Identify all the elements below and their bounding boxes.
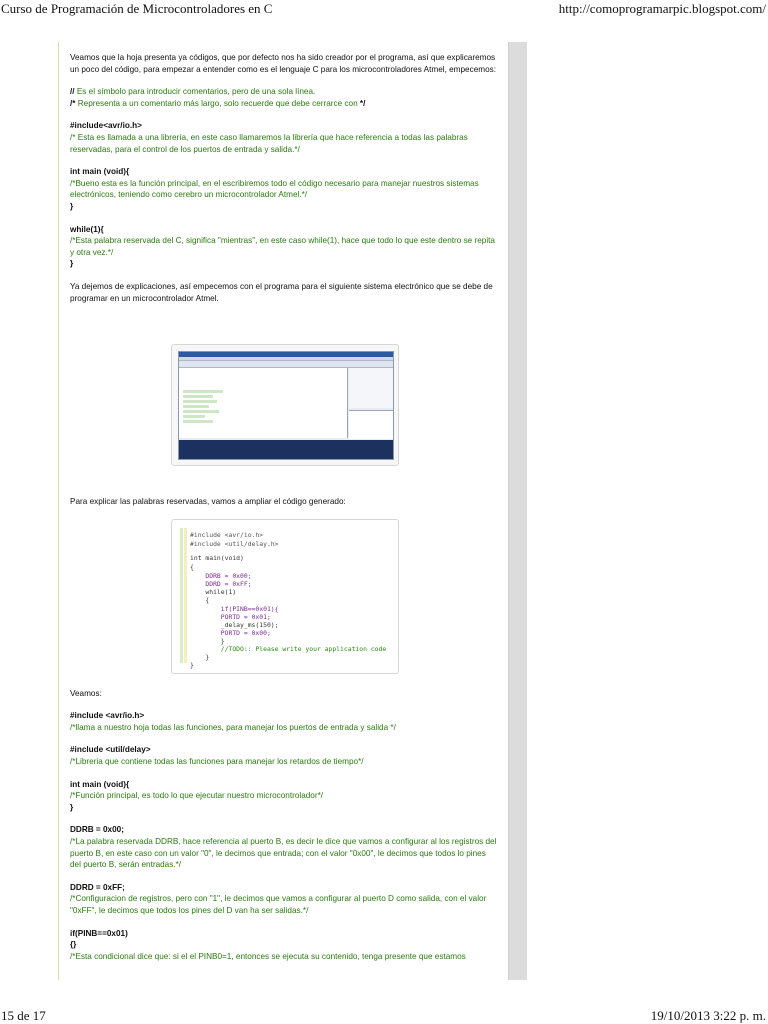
code-line: { [190,595,210,604]
ide-screenshot-image [171,344,399,466]
expand-code-paragraph: Para explicar las palabras reservadas, vamos a ampliar el código generado: [70,497,346,507]
explain-ddrb [70,824,498,870]
program-intro-paragraph: Ya dejemos de explicaciones, así empecemos con el programa para el siguiente sistema electrónico que se debe de programar en un microcontrolador Atmel. [70,281,493,303]
include-io-heading: #include <avr/io.h> [70,711,145,721]
if-pinb-heading: if(PINB==0x01) [70,928,128,938]
while-section [70,224,498,270]
main-function-close: } [70,802,74,812]
code-line: while(1) [190,587,237,596]
code-line: int main(void) [190,553,244,562]
main-explanation: /*Bueno esta es la función principal, en el escribiremos todo el código necesario para manejar nuestros sistemas electrónicos, teniendo como cerebro un microcontrolador Atmel.*/ [70,178,479,200]
page-number: 15 de 17 [1,1008,46,1023]
code-line: DDRB = 0x00; [190,571,252,580]
while-heading: while(1){ [70,224,104,234]
multi-line-comment-symbol: /* [70,98,76,108]
right-sidebar-strip [508,42,527,980]
include-delay-text: /*Libreria que contiene todas las funciones para manejar los retardos de tiempo*/ [70,757,364,767]
single-line-comment-symbol: // [70,87,75,97]
code-line: PORTD = 0x01; [190,612,271,621]
page-header [0,0,768,18]
code-line: #include <avr/io.h> [190,530,264,539]
if-pinb-brace: {} [70,940,77,950]
explain-if-pinb [70,928,498,963]
document-title: Curso de Programación de Microcontroladores en C [1,1,273,16]
code-line: //TODO:: Please write your application code [190,644,387,653]
ddrb-heading: DDRB = 0x00; [70,825,124,835]
code-line: } [190,636,225,645]
main-close-brace: } [70,201,74,211]
comment-close-symbol: */ [359,98,366,108]
if-pinb-text: /*Esta condicional dice que: si el el PINB0=1, entonces se ejecuta su contenido, tenga presente que estamos [70,951,466,961]
include-explanation: /* Esta es llamada a una librería, en este caso llamaremos la librería que hace referencia a todas las palabras reservadas, para el control de los puertos de entrada y salida.*/ [70,132,468,154]
explain-include-delay [70,744,498,767]
article-body [70,52,498,973]
include-section [70,120,498,155]
explain-include-io [70,710,498,733]
code-line: DDRD = 0xFF; [190,579,252,588]
main-function-text: /*Función principal, es todo lo que ejecutar nuestro microcontrolador*/ [70,791,324,801]
include-delay-heading: #include <util/delay> [70,745,151,755]
main-heading: int main (void){ [70,167,130,177]
explain-main [70,779,498,814]
veamos-label: Veamos: [70,688,102,698]
include-heading: #include<avr/io.h> [70,121,142,131]
single-line-comment-text: Es el símbolo para introducir comentarios, pero de una sola línea. [74,87,316,97]
page-footer [0,1008,768,1024]
code-image [171,519,399,674]
intro-paragraph: Veamos que la hoja presenta ya códigos, que por defecto nos ha sido creador por el programa, así que explicaremos un poco del código, para empezar a entender como es el lenguaje C para los microcontroladores Atmel, empecemos: [70,53,496,74]
code-line: #include <util/delay.h> [190,539,279,548]
print-datetime: 19/10/2013 3:22 p. m. [650,1008,766,1023]
code-line: _delay_ms(150); [190,620,279,629]
main-function-heading: int main (void){ [70,779,130,789]
code-line: { [190,562,194,571]
include-io-text: /*llama a nuestro hoja todas las funciones, para manejar los puertos de entrada y salida */ [70,722,396,732]
multi-line-comment-text: Representa a un comentario más largo, solo recuerde que debe cerrarce con [75,98,360,108]
code-line: if(PINB==0x01){ [190,604,279,613]
while-close-brace: } [70,259,74,269]
comment-symbols [70,86,498,109]
source-url[interactable]: http://comoprogramarpic.blogspot.com/ [558,1,766,16]
ddrd-text: /*Configuracion de registros, pero con "1", le decimos que vamos a configurar al puerto D como salida, con el valor "0xFF", le decimos que todos los pines del D van ha ser salidas.*/ [70,894,487,915]
while-explanation: /*Esta palabra reservada del C, significa "mientras", en este caso while(1), hace que todo lo que este dentro se repita y otra vez.*/ [70,236,495,257]
content-border-left [58,42,59,980]
ddrd-heading: DDRD = 0xFF; [70,882,125,892]
code-line: } [190,660,194,669]
code-line: PORTD = 0x00; [190,628,271,637]
main-section [70,166,498,212]
ide-window [178,351,394,460]
explain-ddrd [70,882,498,917]
ddrb-text: /*La palabra reservada DDRB, hace referencia al puerto B, es decir le dice que vamos a configurar al los registros del puerto B, en este caso con un valor "0", le decimos que entrada; con el valor "0x00", le decimos que todos lo pines del puerto B, serán entradas.*/ [70,837,497,870]
code-line: } [190,652,210,661]
